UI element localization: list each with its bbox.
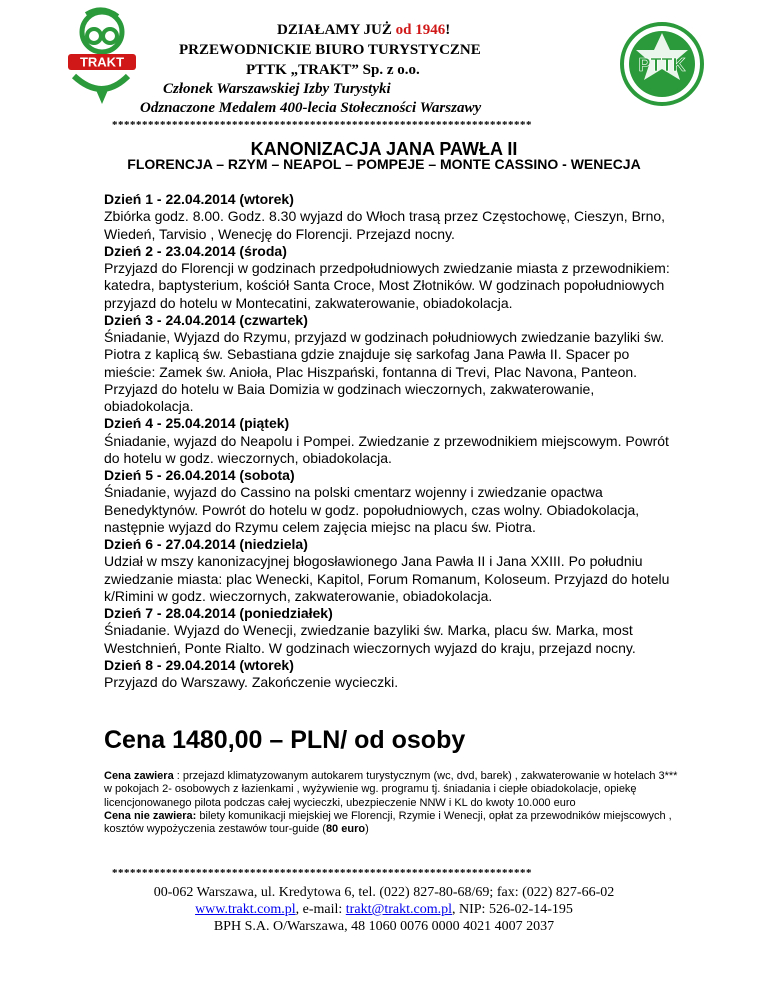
day-item	[104, 467, 684, 536]
pttk-logo	[618, 20, 706, 108]
trip-route: FLORENCJA – RZYM – NEAPOL – POMPEJE – MONTE CASSINO - WENECJA	[127, 156, 641, 172]
day-item	[104, 243, 684, 312]
day-heading: Dzień 2 - 23.04.2014 (środa)	[104, 242, 287, 259]
tour-guide-cost: 80 euro	[325, 823, 366, 836]
price-terms	[104, 770, 684, 836]
header-line-1	[277, 22, 450, 39]
day-heading: Dzień 1 - 22.04.2014 (wtorek)	[104, 191, 294, 207]
itinerary	[104, 191, 684, 691]
day-item	[104, 536, 684, 605]
pttk-logo-text: PTTK	[638, 55, 686, 75]
day-heading: Dzień 6 - 27.04.2014 (niedziela)	[104, 536, 308, 552]
day-description: Przyjazd do Warszawy. Zakończenie wycieczki.	[104, 674, 399, 690]
includes-text: : przejazd klimatyzowanym autokarem turystycznym (wc, dvd, barek) , zakwaterowanie w hotelach 3*** w pokojach 2- osobowych z łazienkami , wyżywienie wg. programu tj. śniadania i ciepłe obiadokolacje, opiekę licencjonowanego pilota podczas całej wycieczki, ubezpieczenie NNW i KL do kwoty 10.000 euro	[104, 770, 678, 809]
trakt-logo	[66, 6, 138, 106]
day-item	[104, 191, 684, 243]
day-description: Przyjazd do Florencji w godzinach przedpołudniowych zwiedzanie miasta z przewodnikiem: katedra, baptysterium, kościół Santa Croce, Most Złotników. W godzinach popołudniowych przyjazd do hotelu w Montecatini, zakwaterowanie, obiadokolacja.	[104, 260, 670, 311]
day-description: Zbiórka godz. 8.00. Godz. 8.30 wyjazd do Włoch trasą przez Częstochowę, Cieszyn, Brno, Wiedeń, Tarvisio , Wenecję do Florencji. Przejazd nocny.	[104, 208, 666, 242]
contact-line	[0, 901, 768, 918]
header-line-1-prefix: DZIAŁAMY JUŻ	[277, 22, 396, 38]
email-label: , e-mail:	[295, 902, 346, 917]
header-line-1-suffix: !	[445, 22, 451, 38]
includes-label: Cena zawiera	[104, 770, 174, 782]
day-item	[104, 312, 684, 416]
nip-number: , NIP: 526-02-14-195	[452, 902, 573, 917]
company-address: 00-062 Warszawa, ul. Kredytowa 6, tel. (022) 827-80-68/69; fax: (022) 827-66-02	[153, 885, 615, 900]
day-description: Śniadanie. Wyjazd do Wenecji, zwiedzanie bazyliki św. Marka, placu św. Marka, most Westchnień, Ponte Rialto. W godzinach wieczornych wyjazd do kraju, przejazd nocny.	[104, 622, 636, 656]
day-description: Udział w mszy kanonizacyjnej błogosławionego Jana Pawła II i Jana XXIII. Po południu zwiedzanie miasta: plac Wenecki, Kapitol, Forum Romanum, Koloseum. Przyjazd do hotelu k/Rimini w godz. wieczornych, zakwaterowanie, obiadokolacja.	[104, 553, 670, 604]
award-line: Odznaczone Medalem 400-lecia Stołeczności Warszawy	[140, 100, 482, 116]
membership-line: Członek Warszawskiej Izby Turystyki	[163, 81, 391, 97]
founding-year: od 1946	[395, 22, 446, 38]
day-item	[104, 415, 684, 467]
day-item	[104, 605, 684, 657]
price-heading: Cena 1480,00 – PLN/ od osoby	[104, 726, 466, 754]
day-heading: Dzień 3 - 24.04.2014 (czwartek)	[104, 311, 308, 328]
day-heading: Dzień 7 - 28.04.2014 (poniedziałek)	[104, 605, 333, 621]
excludes-text: bilety komunikacji miejskiej we Florencji, Rzymie i Wenecji, opłat za przewodników miejscowych , kosztów wypożyczenia zestawów tour-guide (	[104, 809, 672, 836]
day-item	[104, 657, 684, 692]
footer-separator: **********************************************************************	[112, 867, 532, 879]
trip-title: KANONIZACJA JANA PAWŁA II	[250, 139, 518, 159]
email-link[interactable]: trakt@trakt.com.pl	[345, 902, 452, 917]
footer	[0, 884, 768, 935]
day-description: Śniadanie, wyjazd do Cassino na polski cmentarz wojenny i zwiedzanie opactwa Benedyktynów. Powrót do hotelu w godz. popołudniowych, czas wolny. Obiadokolacja, następnie wyjazd do Rzymu celem zajęcia miejsc na placu św. Piotra.	[104, 484, 640, 535]
excludes-end: )	[365, 823, 369, 836]
day-heading: Dzień 4 - 25.04.2014 (piątek)	[104, 415, 290, 432]
day-description: Śniadanie, Wyjazd do Rzymu, przyjazd w godzinach południowych zwiedzanie bazyliki św. Piotra z kaplicą św. Sebastiana gdzie znajduje się sarkofag Jana Pawła II. Spacer po mieście: Zamek św. Anioła, Plac Hiszpański, fontanna di Trevi, Plac Navona, Panteon. Przyjazd do hotelu w Baia Domizia w godzinach wieczornych, zakwaterowanie, obiadokolacja.	[104, 329, 665, 414]
price-excludes	[104, 810, 684, 837]
day-description: Śniadanie, wyjazd do Neapolu i Pompei. Zwiedzanie z przewodnikiem miejscowym. Powrót do hotelu w godz. wieczornych, obiadokolacja.	[104, 432, 669, 466]
day-heading: Dzień 5 - 26.04.2014 (sobota)	[104, 467, 295, 483]
company-name: PTTK „TRAKT” Sp. z o.o.	[246, 62, 420, 78]
company-type: PRZEWODNICKIE BIURO TURYSTYCZNE	[179, 42, 481, 58]
trakt-logo-text: TRAKT	[79, 54, 125, 70]
price-includes	[104, 770, 684, 810]
day-heading: Dzień 8 - 29.04.2014 (wtorek)	[104, 656, 294, 673]
header-separator: **********************************************************************	[112, 119, 532, 131]
website-link[interactable]: www.trakt.com.pl	[195, 902, 296, 917]
excludes-label: Cena nie zawiera:	[104, 809, 197, 822]
bank-account: BPH S.A. O/Warszawa, 48 1060 0076 0000 4021 4007 2037	[213, 919, 555, 934]
